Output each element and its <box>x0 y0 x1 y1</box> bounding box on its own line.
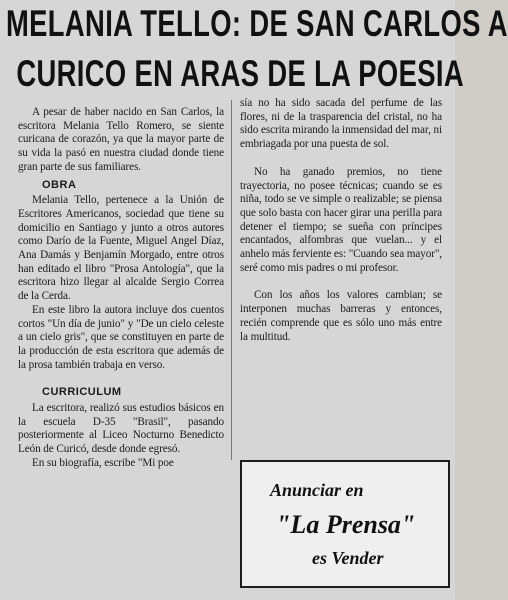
column-divider <box>231 100 232 460</box>
paragraph: Melania Tello, pertenece a la Unión de Escritores Americanos, sociedad que tiene su domicilio en Santiago y junto a otros autores como Darío de la Fuente, Miguel Angel Díaz, Ana Damás y Benjamín Morgado, entre otros han editado el libro "Prosa Antología", que la escritora hizo llegar al alcalde Sergio Correa de la Cerda. <box>18 194 224 303</box>
paragraph: En este libro la autora incluye dos cuentos cortos "Un día de junio" y "De un cielo celeste a un cielo gris", que se constituyen en parte de la producción de esta escritora que además de la prosa también trabaja en verso. <box>18 303 224 371</box>
headline-line-1: MELANIA TELLO: DE SAN CARLOS A <box>6 3 508 44</box>
paragraph: sía no ha sido sacada del perfume de las flores, ni de la trasparencia del cristal, no ha sido escrita mirando la inmensidad del mar, ni embriagada por una puesta de sol. <box>240 97 442 151</box>
paragraph: Con los años los valores cambian; se interponen muchas barreras y entonces, recién comprende que es sólo uno más entre la multitud. <box>240 289 442 343</box>
left-column <box>18 106 224 471</box>
advertisement-box <box>240 460 450 588</box>
paragraph: A pesar de haber nacido en San Carlos, la escritora Melania Tello Romero, se siente curicana de corazón, ya que la mayor parte de su vida la pasó en nuestra ciudad donde tiene gran parte de sus familiares. <box>18 106 224 173</box>
paragraph: No ha ganado premios, no tiene trayectoria, no posee técnicas; cuando se es niña, todo se ve simple o realizable; se piensa que solo basta con hacer girar una perilla para detener el tiempo; se sueña con príncipes encantados, alfombras que vuelan... y el anhelo más ferviente es: "Cuando sea mayor", seré como mis padres o mi profesor. <box>240 165 443 274</box>
paragraph: La escritora, realizó sus estudios básicos en la escuela D-35 "Brasil", pasando posteriormente al Liceo Nocturno Benedicto León de Curicó, desde donde egresó. <box>18 402 224 456</box>
headline <box>6 2 508 95</box>
right-column <box>240 97 442 344</box>
paragraph: En su biografía, escribe "Mi poe <box>32 456 174 469</box>
ad-line-3: es Vender <box>312 548 384 568</box>
ad-line-2: "La Prensa" <box>276 510 416 539</box>
subheading-obra: OBRA <box>42 178 77 191</box>
ad-line-1: Anunciar en <box>270 480 364 500</box>
advertisement-text <box>242 462 448 586</box>
subheading-curriculum: CURRICULUM <box>42 386 122 399</box>
headline-line-2: CURICO EN ARAS DE LA POESIA <box>16 53 464 94</box>
